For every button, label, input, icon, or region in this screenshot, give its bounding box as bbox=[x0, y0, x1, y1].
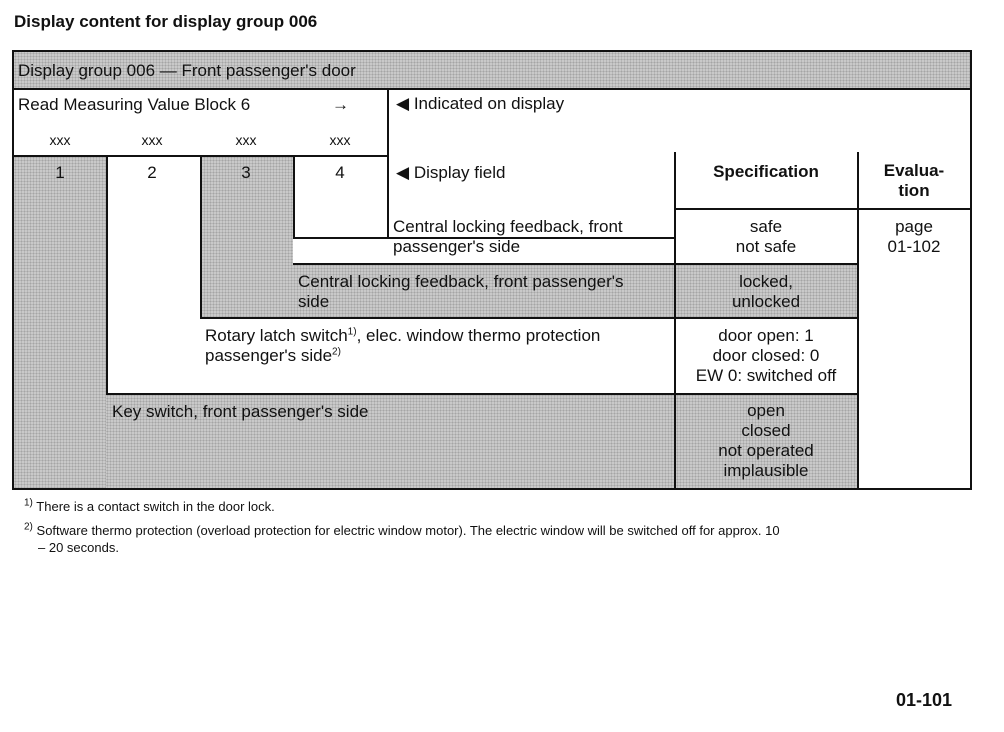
row-4-evaluation: page 01-102 bbox=[887, 217, 941, 256]
row-3-spec: locked, unlocked bbox=[731, 272, 801, 311]
row-3-label: Central locking feedback, front passenger's side bbox=[298, 272, 624, 311]
field-number-4: 4 bbox=[335, 163, 345, 182]
page-title: Display content for display group 006 bbox=[14, 12, 318, 31]
read-block-arrow: → bbox=[332, 95, 349, 114]
left-pointer-icon: ◀ bbox=[396, 94, 410, 113]
row-4-label: Central locking feedback, front passenger's side bbox=[393, 217, 623, 256]
placeholder-1: xxx bbox=[49, 132, 71, 148]
row-1-label: Key switch, front passenger's side bbox=[112, 402, 369, 421]
footnote-1: $^{1)}$ There is a contact switch in the door lock. bbox=[24, 497, 275, 514]
specification-header: Specification bbox=[713, 162, 819, 181]
placeholder-2: xxx bbox=[141, 132, 163, 148]
display-field-label: ◀ Display field bbox=[396, 163, 506, 182]
field-number-3: 3 bbox=[241, 163, 251, 182]
footnote-2: $^{2)}$ Software thermo protection (overload protection for electric window motor). The electric window will be switched off for approx. 10 – 20 seconds. bbox=[24, 521, 780, 555]
group-title: Display group 006 — Front passenger's door bbox=[18, 61, 356, 80]
row-4-spec: safe not safe bbox=[735, 217, 797, 256]
page-number: 01-101 bbox=[896, 690, 953, 710]
indicated-on-display: ◀ Indicated on display bbox=[396, 94, 565, 113]
row-1-spec: open closed not operated implausible bbox=[718, 401, 814, 480]
row-2-spec: door open: 1 door closed: 0 EW 0: switched off bbox=[695, 326, 837, 385]
column-1-shade bbox=[14, 156, 106, 488]
left-pointer-icon: ◀ bbox=[396, 163, 410, 182]
placeholder-3: xxx bbox=[235, 132, 257, 148]
field-number-1: 1 bbox=[55, 163, 65, 182]
row-2-label: Rotary latch switch$^{1)}$, elec. window thermo protection passenger's side$^{2)}$ bbox=[205, 326, 601, 365]
placeholder-4: xxx bbox=[329, 132, 351, 148]
evaluation-header: Evalua- tion bbox=[883, 161, 945, 200]
read-block-label: Read Measuring Value Block 6 bbox=[18, 95, 251, 114]
field-number-2: 2 bbox=[147, 163, 157, 182]
